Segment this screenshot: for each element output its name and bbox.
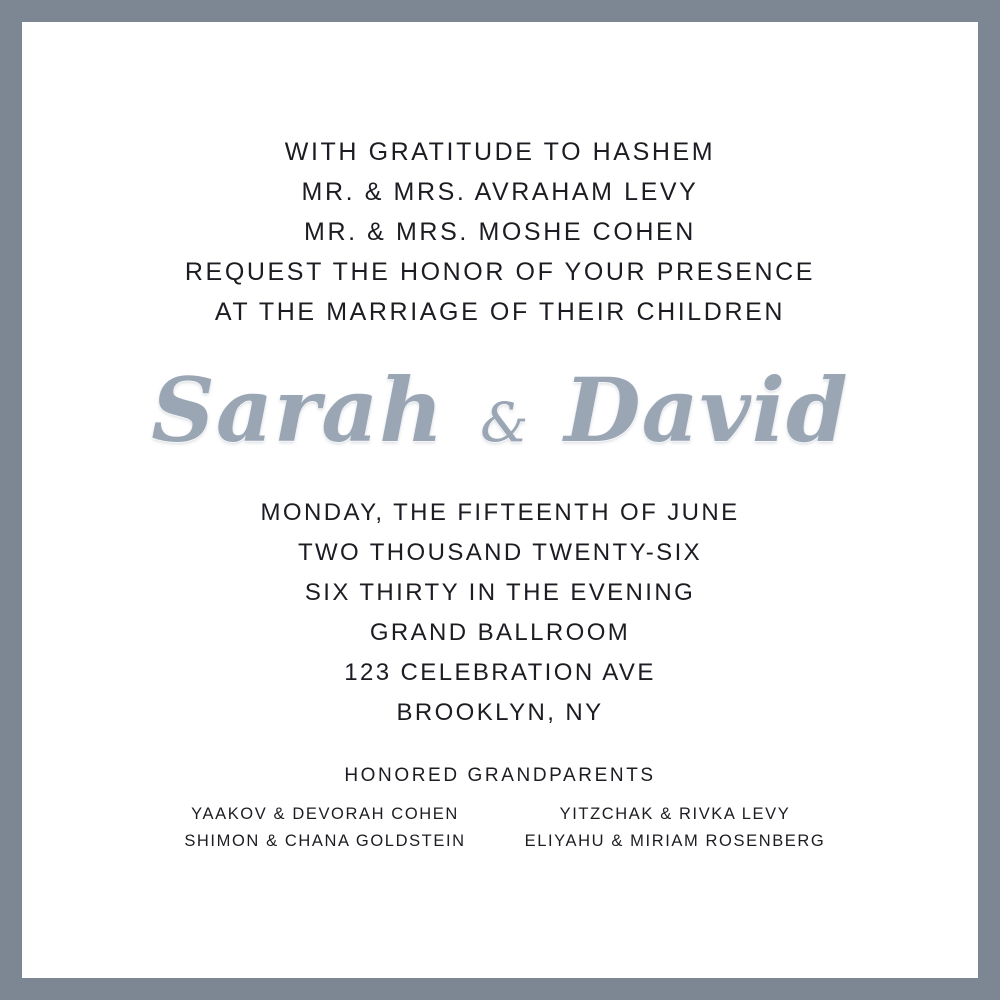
detail-line-venue: GRAND BALLROOM	[369, 618, 631, 646]
detail-line-street: 123 CELEBRATION AVE	[344, 658, 656, 686]
detail-line-city: BROOKLYN, NY	[396, 698, 604, 726]
intro-line-marriage: AT THE MARRIAGE OF THEIR CHILDREN	[214, 298, 786, 326]
event-details-block	[261, 493, 740, 733]
intro-line-gratitude: WITH GRATITUDE TO HASHEM	[284, 138, 716, 166]
intro-line-host-one: MR. & MRS. AVRAHAM LEVY	[301, 178, 699, 206]
intro-line-host-two: MR. & MRS. MOSHE COHEN	[304, 218, 696, 246]
bride-name: Sarah	[151, 358, 445, 462]
detail-line-date: MONDAY, THE FIFTEENTH OF JUNE	[260, 498, 740, 526]
grandparent-entry: YITZCHAK & RIVKA LEVY	[559, 804, 791, 823]
groom-name: David	[564, 358, 849, 462]
invitation-intro-block	[185, 132, 815, 332]
ampersand-symbol: &	[480, 391, 529, 454]
grandparent-entry: SHIMON & CHANA GOLDSTEIN	[184, 831, 466, 850]
grandparents-list	[155, 805, 845, 851]
couple-names	[22, 358, 978, 462]
invitation-card	[22, 22, 978, 978]
grandparent-entry: YAAKOV & DEVORAH COHEN	[191, 804, 459, 823]
detail-line-time: SIX THIRTY IN THE EVENING	[304, 578, 696, 606]
grandparents-heading: HONORED GRANDPARENTS	[344, 764, 656, 786]
detail-line-year: TWO THOUSAND TWENTY-SIX	[297, 538, 703, 566]
grandparent-entry: ELIYAHU & MIRIAM ROSENBERG	[524, 831, 826, 850]
intro-line-request: REQUEST THE HONOR OF YOUR PRESENCE	[184, 258, 816, 286]
